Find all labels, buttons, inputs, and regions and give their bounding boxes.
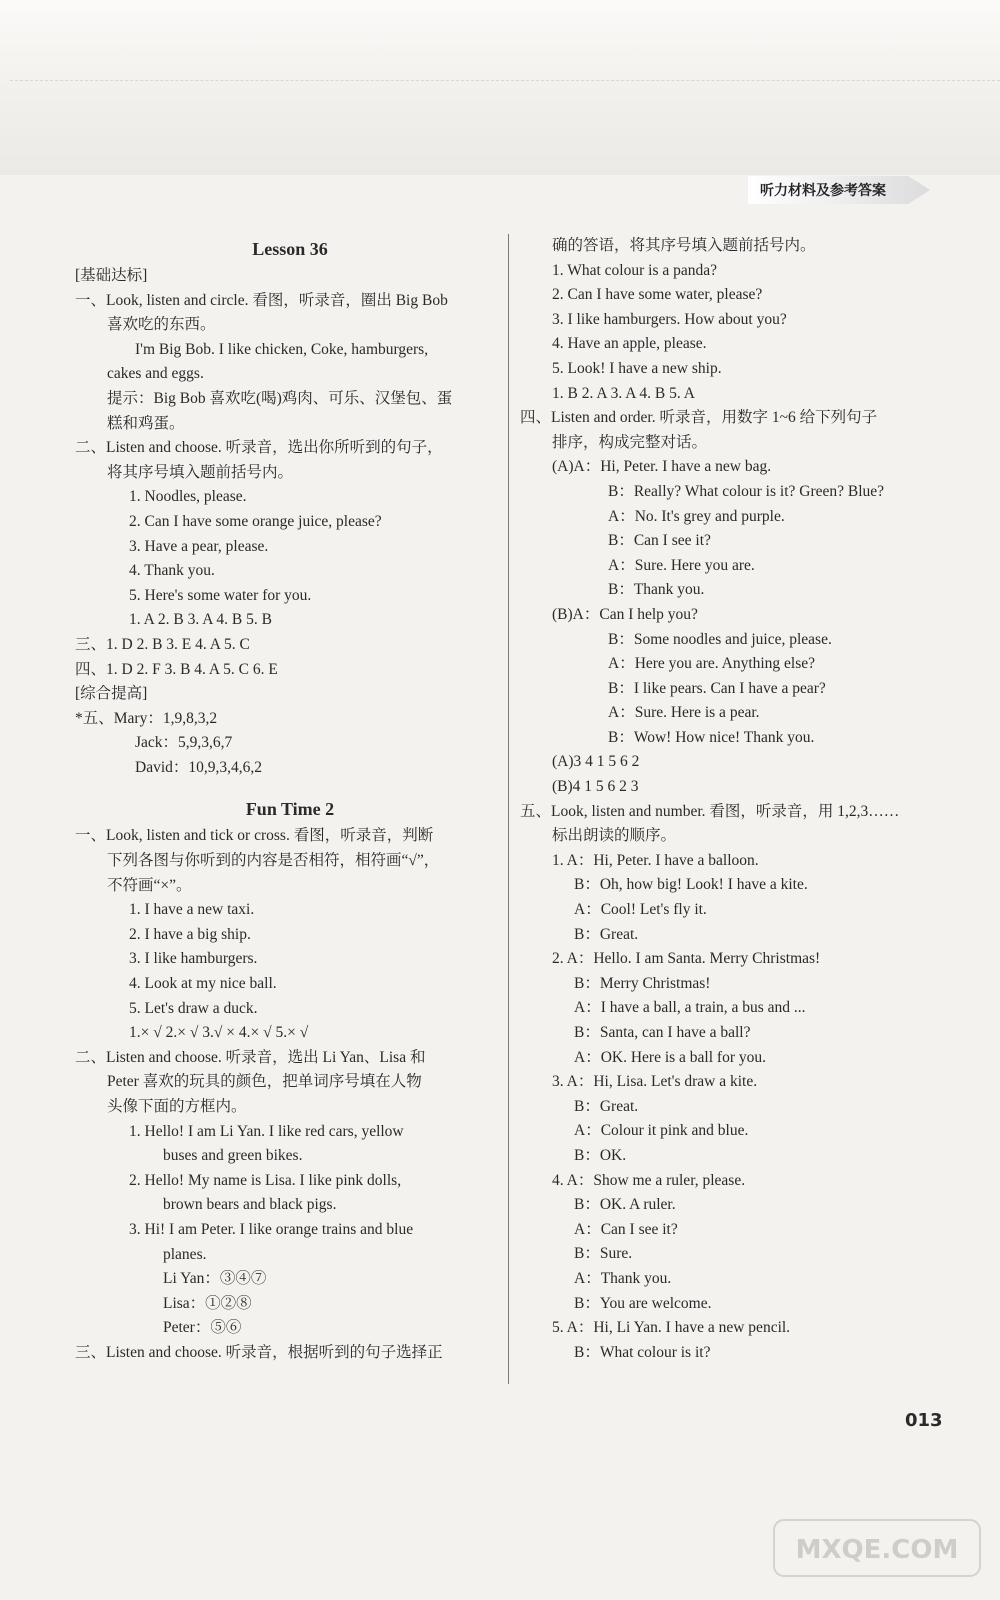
text-line: 二、Listen and choose. 听录音，选出你所听到的句子，: [75, 439, 443, 457]
text-line: A：Thank you.: [574, 1269, 672, 1287]
top-divider-line: [10, 80, 1000, 81]
text-line: B：Merry Christmas!: [574, 974, 711, 992]
text-line: B：I like pears. Can I have a pear?: [608, 679, 826, 697]
text-line: B：Great.: [574, 925, 639, 943]
text-line: 提示：Big Bob 喜欢吃(喝)鸡肉、可乐、汉堡包、蛋: [107, 389, 453, 407]
text-line: 三、1. D 2. B 3. E 4. A 5. C: [75, 635, 250, 653]
text-line: 3. A：Hi, Lisa. Let's draw a kite.: [552, 1073, 758, 1091]
text-line: buses and green bikes.: [163, 1147, 303, 1165]
text-line: B：Great.: [574, 1097, 639, 1115]
text-line: 4. Have an apple, please.: [552, 335, 707, 353]
text-line: 4. Thank you.: [129, 562, 215, 580]
text-line: 3. I like hamburgers.: [129, 950, 258, 968]
text-line: I'm Big Bob. I like chicken, Coke, hamburgers,: [135, 340, 429, 358]
text-line: A：OK. Here is a ball for you.: [574, 1048, 766, 1066]
page-number: 013: [905, 1410, 943, 1431]
text-line: 3. Hi! I am Peter. I like orange trains and blue: [129, 1220, 414, 1238]
text-line: B：Sure.: [574, 1245, 633, 1263]
text-line: 喜欢吃的东西。: [107, 316, 216, 334]
text-line: 3. I like hamburgers. How about you?: [552, 310, 787, 328]
text-line: B：What colour is it?: [574, 1343, 711, 1361]
text-line: *五、Mary：1,9,8,3,2: [75, 709, 218, 727]
text-line: 确的答语，将其序号填入题前括号内。: [552, 237, 816, 254]
text-line: 3. Have a pear, please.: [129, 537, 269, 555]
text-line: A：Here you are. Anything else?: [608, 655, 816, 673]
text-line: 4. A：Show me a ruler, please.: [552, 1171, 746, 1189]
text-line: David：10,9,3,4,6,2: [135, 758, 263, 776]
text-line: B：Thank you.: [608, 581, 705, 599]
text-line: 四、Listen and order. 听录音，用数字 1~6 给下列句子: [520, 409, 878, 427]
text-line: Peter：⑤⑥: [163, 1319, 242, 1337]
text-line: 5. Look! I have a new ship.: [552, 359, 722, 377]
text-line: 将其序号填入题前括号内。: [107, 463, 294, 481]
text-line: 2. I have a big ship.: [129, 925, 251, 943]
text-line: 五、Look, listen and number. 看图，听录音，用 1,2,3……: [520, 802, 900, 820]
text-line: 一、Look, listen and circle. 看图，听录音，圈出 Big Bob: [75, 291, 448, 309]
text-line: 1. I have a new taxi.: [129, 901, 255, 919]
text-line: 5. Let's draw a duck.: [129, 999, 258, 1017]
text-line: B：You are welcome.: [574, 1294, 712, 1312]
text-line: 糕和鸡蛋。: [107, 414, 185, 432]
text-line: 2. A：Hello. I am Santa. Merry Christmas!: [552, 950, 821, 968]
text-line: Peter 喜欢的玩具的颜色，把单词序号填在人物: [107, 1073, 422, 1091]
text-line: 标出朗读的顺序。: [552, 827, 677, 845]
text-line: [综合提高]: [75, 685, 148, 703]
text-line: A：Cool! Let's fly it.: [574, 901, 707, 919]
text-line: 4. Look at my nice ball.: [129, 975, 277, 993]
text-line: 2. Hello! My name is Lisa. I like pink dolls,: [129, 1171, 402, 1189]
text-line: 1. B 2. A 3. A 4. B 5. A: [552, 384, 695, 402]
text-line: (B)A：Can I help you?: [552, 605, 698, 623]
text-line: planes.: [163, 1245, 207, 1263]
right-column: [520, 234, 980, 1365]
column-divider: [508, 234, 509, 1384]
text-line: B：Some noodles and juice, please.: [608, 630, 832, 648]
section-title: Lesson 36: [252, 239, 328, 259]
text-line: cakes and eggs.: [107, 365, 204, 383]
text-line: 2. Can I have some orange juice, please?: [129, 512, 382, 530]
text-line: brown bears and black pigs.: [163, 1196, 337, 1214]
page-top-band: [0, 0, 1000, 175]
text-line: [基础达标]: [75, 267, 148, 284]
text-line: 头像下面的方框内。: [107, 1098, 247, 1115]
text-line: 不符画“×”。: [107, 876, 192, 894]
watermark-logo-text: MXQE.COM: [795, 1535, 959, 1565]
text-line: 1. Noodles, please.: [129, 488, 247, 506]
text-line: 1. Hello! I am Li Yan. I like red cars, yellow: [129, 1122, 404, 1140]
text-line: B：Can I see it?: [608, 532, 711, 550]
text-line: B：OK. A ruler.: [574, 1196, 676, 1214]
text-line: 二、Listen and choose. 听录音，选出 Li Yan、Lisa 和: [75, 1048, 426, 1066]
text-line: 1. What colour is a panda?: [552, 261, 717, 279]
left-column: [75, 234, 505, 1366]
text-line: B：Oh, how big! Look! I have a kite.: [574, 876, 808, 894]
text-line: [75, 780, 505, 794]
text-line: (A)3 4 1 5 6 2: [552, 753, 640, 771]
text-line: Lisa：①②⑧: [163, 1294, 252, 1312]
text-line: B：OK.: [574, 1146, 627, 1164]
text-line: A：Colour it pink and blue.: [574, 1122, 749, 1140]
text-line: (B)4 1 5 6 2 3: [552, 778, 639, 796]
text-line: 5. Here's some water for you.: [129, 586, 312, 604]
section-title: Fun Time 2: [245, 799, 335, 820]
text-line: B：Really? What colour is it? Green? Blue?: [608, 482, 885, 500]
text-line: B：Wow! How nice! Thank you.: [608, 728, 815, 746]
text-line: 下列各图与你听到的内容是否相符，相符画“√”，: [107, 852, 440, 870]
text-line: A：I have a ball, a train, a bus and ...: [574, 999, 806, 1017]
text-line: A：Can I see it?: [574, 1220, 678, 1238]
text-line: 1. A 2. B 3. A 4. B 5. B: [129, 611, 272, 629]
watermark-logo-icon: [772, 1518, 982, 1578]
text-line: Jack：5,9,3,6,7: [135, 734, 233, 752]
text-line: (A)A：Hi, Peter. I have a new bag.: [552, 458, 772, 476]
text-line: A：Sure. Here is a pear.: [608, 704, 760, 722]
text-line: 一、Look, listen and tick or cross. 看图，听录音，判断: [75, 827, 434, 845]
text-line: 三、Listen and choose. 听录音，根据听到的句子选择正: [75, 1343, 443, 1361]
text-line: 排序，构成完整对话。: [552, 433, 708, 451]
text-line: A：Sure. Here you are.: [608, 556, 755, 574]
header-label: 听力材料及参考答案: [760, 183, 886, 199]
text-line: B：Santa, can I have a ball?: [574, 1024, 751, 1041]
text-line: Li Yan：③④⑦: [163, 1270, 267, 1288]
text-line: 四、1. D 2. F 3. B 4. A 5. C 6. E: [75, 660, 278, 678]
text-line: 5. A：Hi, Li Yan. I have a new pencil.: [552, 1319, 791, 1337]
text-line: 1. A：Hi, Peter. I have a balloon.: [552, 851, 759, 869]
text-line: A：No. It's grey and purple.: [608, 507, 785, 525]
text-line: 2. Can I have some water, please?: [552, 286, 763, 304]
text-line: 1.× √ 2.× √ 3.√ × 4.× √ 5.× √: [129, 1024, 309, 1042]
